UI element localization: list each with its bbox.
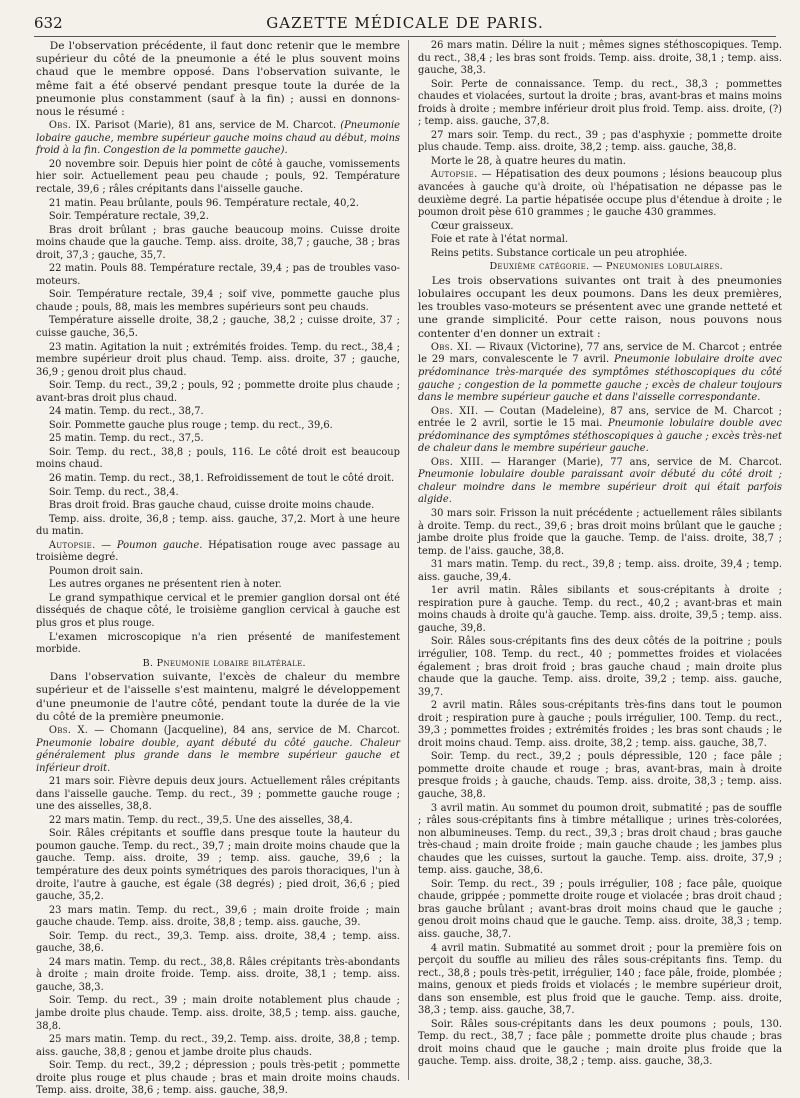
paragraph: Foie et rate à l'état normal. xyxy=(430,234,569,246)
right-column xyxy=(418,40,782,1088)
observation-summary: (Pneumonie lobaire gauche, membre supérieur gauche moins chaud au début, moins froid à la fin. Congestion de la pommette gauche). xyxy=(36,120,400,157)
paragraph: Soir. Temp. du rect., 39 ; main droite notablement plus chaude ; jambe droite plus chaude. Temp. aiss. droite, 38,5 ; temp. aiss. gauche, 38,8. xyxy=(36,995,400,1032)
paragraph: Soir. Temp. du rect., 39,2 ; pouls dépressible, 120 ; face pâle ; pommette droite chaude et rouge ; bras, avant-bras, main à droite presque froids ; à gauche, chauds. Temp. aiss. droite, 38,3 ; temp. aiss. gauche, 38,8. xyxy=(418,751,782,800)
paragraph: Cœur graisseux. xyxy=(430,220,514,232)
observation-heading xyxy=(418,342,782,405)
paragraph: Temp. aiss. droite, 36,8 ; temp. aiss. gauche, 37,2. Mort à une heure du matin. xyxy=(36,513,400,538)
observation-label: Obs. XI. xyxy=(430,341,473,353)
paragraph: Soir. Pommette gauche plus rouge ; temp. du rect., 39,6. xyxy=(48,419,333,431)
paragraph: 26 mars matin. Délire la nuit ; mêmes signes stéthoscopiques. Temp. du rect., 38,4 ; les bras sont froids. Temp. aiss. droite, 38,1 ; temp. aiss. gauche, 38,3. xyxy=(418,40,782,77)
paragraph: Dans l'observation suivante, l'excès de chaleur du membre supérieur et de l'aisselle s'est maintenu, malgré le développement d'une pneumonie de l'autre côté, pendant toute la durée de la vie du côté de la première pneumonie. xyxy=(36,671,400,723)
autopsy-label: Autopsie. xyxy=(430,169,478,181)
paragraph: Bras droit froid. Bras gauche chaud, cuisse droite moins chaude. xyxy=(48,500,375,512)
observation-summary: Pneumonie lobaire double, ayant débuté du côté gauche. Chaleur généralement plus grande dans le membre supérieur gauche et inférieur droit. xyxy=(36,737,400,774)
paragraph: Soir. Temp. du rect., 39,2 ; dépression ; pouls très-petit ; pommette droite plus rouge et plus chaude ; bras et main droite moins chauds. Temp. aiss. droite, 38,6 ; temp. aiss. gauche, 38,9. xyxy=(36,1060,400,1097)
observation-label: Obs. IX. xyxy=(48,120,91,132)
paragraph: 1er avril matin. Râles sibilants et sous-crépitants à droite ; respiration pure à gauche. Temp. du rect., 40,2 ; avant-bras et main moins chauds à droite qu'à gauche. Temp. aiss. droite, 39,5 ; temp. aiss. gauche, 39,8. xyxy=(418,585,782,634)
paragraph: 3 avril matin. Au sommet du poumon droit, submatité ; pas de souffle ; râles sous-crépitants fins à timbre métallique ; urines très-colorées, non albumineuses. Temp. du rect., 39,3 ; bras droit chaud ; bras gauche très-chaud ; main droite froide ; main gauche chaude ; les jambes plus chaudes que les cuisses, surtout la gauche. Temp. aiss. droite, 37,9 ; temp. aiss. gauche, 38,6. xyxy=(418,802,782,877)
paragraph: 26 matin. Temp. du rect., 38,1. Refroidissement de tout le côté droit. xyxy=(48,472,395,484)
autopsy-text: — Hépatisation des deux poumons ; lésions beaucoup plus avancées à gauche qu'à droite, où l'hépatisation ne dépasse pas le deuxième degré. La partie hépatisée occupe plus d'étendue à droite ; le poumon droit pèse 610 grammes ; le gauche 430 grammes. xyxy=(418,169,782,219)
paragraph: 24 matin. Temp. du rect., 38,7. xyxy=(48,406,204,418)
paragraph: L'examen microscopique n'a rien présenté de manifestement morbide. xyxy=(36,631,400,656)
paragraph: Poumon droit sain. xyxy=(48,565,144,577)
section-heading: B. Pneumonie lobaire bilatérale. xyxy=(142,657,306,669)
autopsy-paragraph xyxy=(36,540,400,565)
paragraph: Soir. Temp. du rect., 38,4. xyxy=(48,486,179,498)
paragraph: Bras droit brûlant ; bras gauche beaucoup moins. Cuisse droite moins chaude que la gauche. Temp. aiss. droite, 38,7 ; gauche, 38 ; bras droit, 37,3 ; gauche, 35,7. xyxy=(36,224,400,261)
paragraph: 22 mars matin. Temp. du rect., 39,5. Une des aisselles, 38,4. xyxy=(48,814,353,826)
paragraph: Soir. Temp. du rect., 38,8 ; pouls, 116. Le côté droit est beaucoup moins chaud. xyxy=(36,446,400,471)
page-number: 632 xyxy=(34,14,63,32)
paragraph: 27 mars soir. Temp. du rect., 39 ; pas d'asphyxie ; pommette droite plus chaude. Temp. aiss. droite, 38,2 ; temp. aiss. gauche, 38,8. xyxy=(418,129,782,154)
paragraph: 31 mars matin. Temp. du rect., 39,8 ; temp. aiss. droite, 39,4 ; temp. aiss. gauche, 39,4. xyxy=(418,559,782,583)
paragraph: Soir. Perte de connaissance. Temp. du rect., 38,3 ; pommettes chaudes et violacées, surtout la droite ; bras, avant-bras et mains moins froids à droite ; membre inférieur droit plus froid. Temp. aiss. droite, (?) ; temp. aiss. gauche, 37,8. xyxy=(418,78,782,128)
observation-heading xyxy=(36,120,400,158)
section-heading: Deuxième catégorie. — Pneumonies lobulaires. xyxy=(489,261,724,273)
observation-summary: Pneumonie lobulaire double avec prédominance des symptômes stéthoscopiques à gauche ; excès très-net de chaleur dans le membre supérieur gauche. xyxy=(418,418,782,455)
paragraph: Soir. Temp. du rect., 39,3. Temp. aiss. droite, 38,4 ; temp. aiss. gauche, 38,6. xyxy=(36,930,400,955)
paragraph: 23 matin. Agitation la nuit ; extrémités froides. Temp. du rect., 38,4 ; membre supérieur droit plus chaud. Temp. aiss. droite, 37 ; gauche, 36,9 ; genou droit plus chaud. xyxy=(36,341,400,378)
paragraph: 25 matin. Temp. du rect., 37,5. xyxy=(48,433,204,445)
observation-label: Obs. XIII. xyxy=(430,456,484,468)
paragraph: Soir. Râles crépitants et souffle dans presque toute la hauteur du poumon gauche. Temp. du rect., 39,7 ; main droite moins chaude que la gauche. Temp. aiss. droite, 39 ; temp. aiss. gauche, 39,6 ; la température des deux points symétriques des parois thoraciques, l'un à droite, l'autre à gauche, est égale (38 degrés) ; pied droit, 36,6 ; pied gauche, 35,2. xyxy=(36,828,400,903)
observation-text: — Chomann (Jacqueline), 84 ans, service de M. Charcot. xyxy=(88,725,400,736)
paragraph: 23 mars matin. Temp. du rect., 39,6 ; main droite froide ; main gauche chaude. Temp. aiss. droite, 38,8 ; temp. aiss. gauche, 39. xyxy=(36,904,400,929)
observation-summary: Pneumonie lobulaire double paraissant avoir débuté du côté droit ; chaleur moindre dans le membre supérieur droit qui était parfois algide. xyxy=(418,469,782,506)
paragraph: Soir. Température rectale, 39,2. xyxy=(48,211,209,223)
paragraph: Soir. Temp. du rect., 39,2 ; pouls, 92 ; pommette droite plus chaude ; avant-bras droit plus chaud. xyxy=(36,380,400,404)
observation-heading xyxy=(418,406,782,456)
page-header xyxy=(34,10,776,37)
column-rule xyxy=(408,40,409,1080)
paragraph: 20 novembre soir. Depuis hier point de côté à gauche, vomissements hier soir. Actuellement peau peu chaude ; pouls, 92. Température rectale, 39,6 ; râles crépitants dans l'aisselle gauche. xyxy=(36,158,400,195)
paragraph: 4 avril matin. Submatité au sommet droit ; pour la première fois on perçoit du souffle au milieu des râles sous-crépitants fins. Temp. du rect., 38,8 ; pouls très-petit, irrégulier, 140 ; face pâle, froide, plombée ; mains, genoux et pieds froids et violacés ; le membre supérieur droit, dans son ensemble, est plus froid que le gauche. Temp. aiss. droite, 38,3 ; temp. aiss. gauche, 38,7. xyxy=(418,942,782,1017)
observation-text: — Haranger (Marie), 77 ans, service de M. Charcot. xyxy=(483,456,782,468)
autopsy-paragraph xyxy=(418,169,782,219)
observation-text: Parisot (Marie), 81 ans, service de M. Charcot. xyxy=(90,120,341,132)
paragraph: Morte le 28, à quatre heures du matin. xyxy=(430,155,626,167)
paragraph: 22 matin. Pouls 88. Température rectale, 39,4 ; pas de troubles vaso-moteurs. xyxy=(36,263,400,287)
paragraph: 2 avril matin. Râles sous-crépitants très-fins dans tout le poumon droit ; respiration pure à gauche ; pouls irrégulier, 100. Temp. du rect., 39,3 ; pommettes froides ; extrémités froides ; les bras sont chauds ; le droit moins chaud. Temp. aiss. droite, 38,2 ; temp. aiss. gauche, 38,7. xyxy=(418,700,782,749)
autopsy-organ: — Poumon gauche. xyxy=(95,539,203,551)
observation-summary: Pneumonie lobulaire droite avec prédominance très-marquée des symptômes stéthoscopiques du côté gauche ; congestion de la pommette gauche ; excès de chaleur toujours dans le membre supérieur gauche et dans l'aisselle correspondante. xyxy=(418,354,782,404)
paragraph: 24 mars matin. Temp. du rect., 38,8. Râles crépitants très-abondants à droite ; main droite froide. Temp. aiss. droite, 38,1 ; temp. aiss. gauche, 38,3. xyxy=(36,956,400,993)
observation-text: — Coutan (Madeleine), 87 ans, service de M. Charcot ; entrée le 2 avril, sortie le 15 mai. xyxy=(418,405,782,430)
left-column xyxy=(36,40,400,1097)
paragraph: Soir. Temp. du rect., 39 ; pouls irrégulier, 108 ; face pâle, quoique chaude, grippée ; pommette droite rouge et violacée ; bras droit chaud ; bras gauche brûlant ; avant-bras droit moins chaud que le gauche ; genou droit moins chaud que le gauche. Temp. aiss. droite, 38,3 ; temp. aiss. gauche, 38,7. xyxy=(418,878,782,941)
running-title: GAZETTE MÉDICALE DE PARIS. xyxy=(266,14,544,32)
observation-label: Obs. XII. xyxy=(430,405,479,417)
paragraph: 30 mars soir. Frisson la nuit précédente ; actuellement râles sibilants à droite. Temp. du rect., 39,6 ; bras droit moins brûlant que le gauche ; jambe droite plus froide que la gauche. Temp. de l'aiss. droite, 38,7 ; temp. de l'aiss. gauche, 38,8. xyxy=(418,507,782,557)
observation-heading xyxy=(418,457,782,507)
paragraph: Les autres organes ne présentent rien à noter. xyxy=(48,579,282,591)
observation-label: Obs. X. xyxy=(48,725,89,736)
paragraph: Le grand sympathique cervical et le premier ganglion dorsal ont été disséqués de chaque côté, le troisième ganglion cervical à gauche est plus gros et plus rouge. xyxy=(36,592,400,629)
paragraph: Reins petits. Substance corticale un peu atrophiée. xyxy=(430,247,688,259)
paragraph: 25 mars matin. Temp. du rect., 39,2. Temp. aiss. droite, 38,8 ; temp. aiss. gauche, 38,8 ; genou et jambe droite plus chauds. xyxy=(36,1034,400,1058)
paragraph: Soir. Râles sous-crépitants dans les deux poumons ; pouls, 130. Temp. du rect., 38,7 ; face pâle ; pommette droite plus chaude ; bras droit moins chaud que le gauche ; main droite plus froide que la gauche. Temp. aiss. droite, 38,2 ; temp. aiss. gauche, 38,3. xyxy=(418,1018,782,1068)
observation-text: — Rivaux (Victorine), 77 ans, service de M. Charcot ; entrée le 29 mars, convalescente le 7 avril. xyxy=(418,341,782,366)
paragraph: Soir. Râles sous-crépitants fins des deux côtés de la poitrine ; pouls irrégulier, 108. Temp. du rect., 40 ; pommettes froides et violacées également ; bras droit froid ; bras gauche chaud ; main droite plus chaude que la gauche. Temp. aiss. droite, 39,2 ; temp. aiss. gauche, 39,7. xyxy=(418,636,782,698)
paragraph: Soir. Température rectale, 39,4 ; soif vive, pommette gauche plus chaude ; pouls, 88, mais les membres supérieurs sont peu chauds. xyxy=(36,289,400,313)
autopsy-label: Autopsie. xyxy=(48,539,96,551)
paragraph: Les trois observations suivantes ont trait à des pneumonies lobulaires occupant les deux poumons. Dans les deux premières, les troubles vaso-moteurs se présentent avec une grande netteté et une grande simplicité. Pour cette raison, nous pouvons nous contenter d'en donner un extrait : xyxy=(418,274,782,340)
observation-heading xyxy=(36,725,400,775)
autopsy-text: Hépatisation rouge avec passage au troisième degré. xyxy=(36,539,400,564)
paragraph: Température aisselle droite, 38,2 ; gauche, 38,2 ; cuisse droite, 37 ; cuisse gauche, 36,5. xyxy=(36,315,400,339)
paragraph: 21 matin. Peau brûlante, pouls 96. Température rectale, 40,2. xyxy=(48,197,359,209)
paragraph: De l'observation précédente, il faut donc retenir que le membre supérieur du côté de la pneumonie a été le plus souvent moins chaud que le membre opposé. Dans l'observation suivante, le même fait a été observé pendant presque toute la durée de la pneumonie plus constamment (sauf à la fin) ; aussi en donnons-nous le résumé : xyxy=(36,40,400,119)
paragraph: 21 mars soir. Fièvre depuis deux jours. Actuellement râles crépitants dans l'aisselle gauche. Temp. du rect., 39 ; pommette gauche rouge ; une des aisselles, 38,8. xyxy=(36,776,400,813)
